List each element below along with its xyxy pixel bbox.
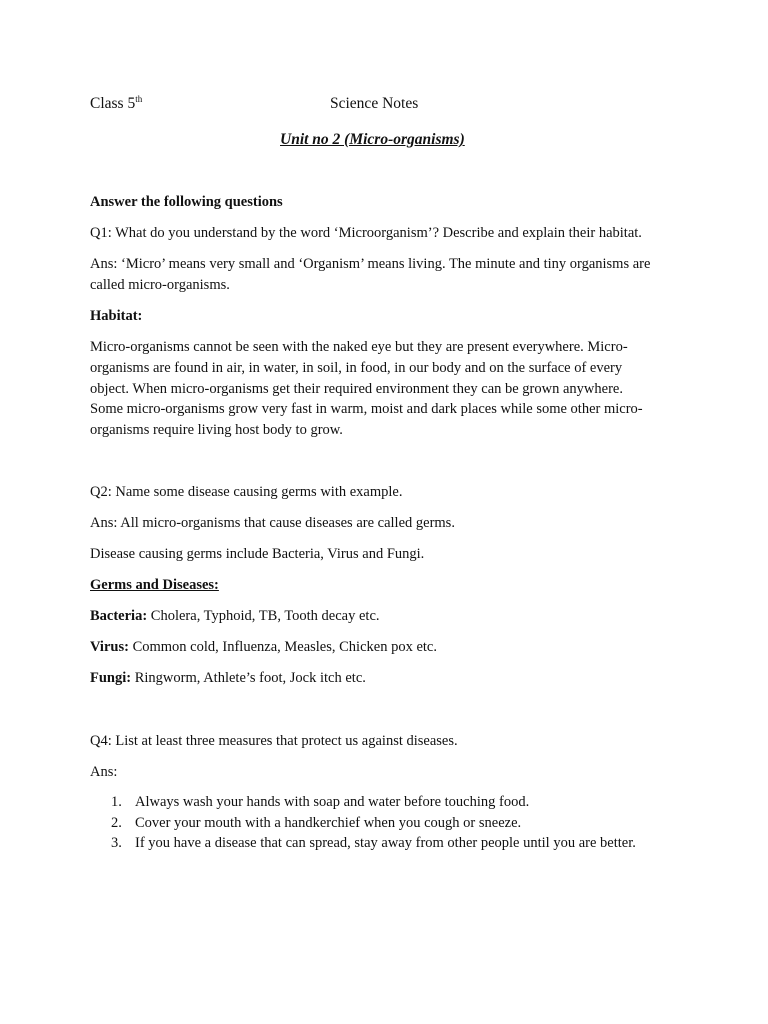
germ-diseases: Common cold, Influenza, Measles, Chicken pox etc. — [128, 639, 437, 655]
germ-name: Virus: — [90, 639, 129, 655]
q4-answer-label: Ans: — [90, 764, 118, 780]
habitat-line: Micro-organisms cannot be seen with the naked eye but they are present everywhere. Micro- — [90, 339, 628, 355]
habitat-paragraph — [90, 337, 690, 441]
germ-diseases: Cholera, Typhoid, TB, Tooth decay etc. — [147, 608, 380, 624]
germ-diseases: Ringworm, Athlete’s foot, Jock itch etc. — [131, 670, 366, 686]
germ-virus — [90, 637, 437, 657]
measure-text: Cover your mouth with a handkerchief when you cough or sneeze. — [135, 815, 522, 831]
habitat-line: organisms are found in air, in water, in soil, in food, in our body and on the surface of every — [90, 359, 623, 376]
measure-number: 2. — [111, 815, 122, 831]
subject-title: Science Notes — [330, 95, 419, 112]
q1-answer-line: called micro-organisms. — [90, 276, 230, 293]
germ-name: Fungi: — [90, 670, 132, 686]
q2-answer: Ans: All micro-organisms that cause diseases are called germs. — [90, 515, 455, 531]
habitat-heading: Habitat: — [90, 308, 143, 324]
q4-question: Q4: List at least three measures that protect us against diseases. — [90, 733, 458, 749]
q1-question: Q1: What do you understand by the word ‘Microorganism’? Describe and explain their habitat. — [90, 225, 642, 241]
measure-number: 3. — [111, 835, 122, 851]
q2-question: Q2: Name some disease causing germs with example. — [90, 484, 403, 500]
unit-title: Unit no 2 (Micro-organisms) — [280, 131, 465, 148]
measure-number: 1. — [111, 794, 122, 810]
habitat-line: organisms require living host body to grow. — [90, 422, 343, 439]
measure-text: If you have a disease that can spread, stay away from other people until you are better. — [135, 835, 636, 851]
habitat-line: Some micro-organisms grow very fast in warm, moist and dark places while some other micro- — [90, 401, 643, 418]
q2-statement: Disease causing germs include Bacteria, Virus and Fungi. — [90, 546, 425, 562]
class-label: Class 5th — [90, 93, 143, 112]
germ-bacteria — [90, 606, 380, 626]
germ-fungi — [90, 668, 366, 688]
measure-text: Always wash your hands with soap and water before touching food. — [135, 794, 530, 810]
germs-heading: Germs and Diseases: — [90, 577, 219, 593]
q1-answer — [90, 254, 690, 296]
class-superscript: th — [135, 93, 143, 104]
germ-name: Bacteria: — [90, 608, 148, 624]
q1-answer-line: Ans: ‘Micro’ means very small and ‘Organism’ means living. The minute and tiny organisms are — [90, 256, 651, 272]
habitat-line: object. When micro-organisms get their required environment they can be grown anywhere. — [90, 380, 623, 397]
instructions-heading: Answer the following questions — [90, 194, 283, 210]
